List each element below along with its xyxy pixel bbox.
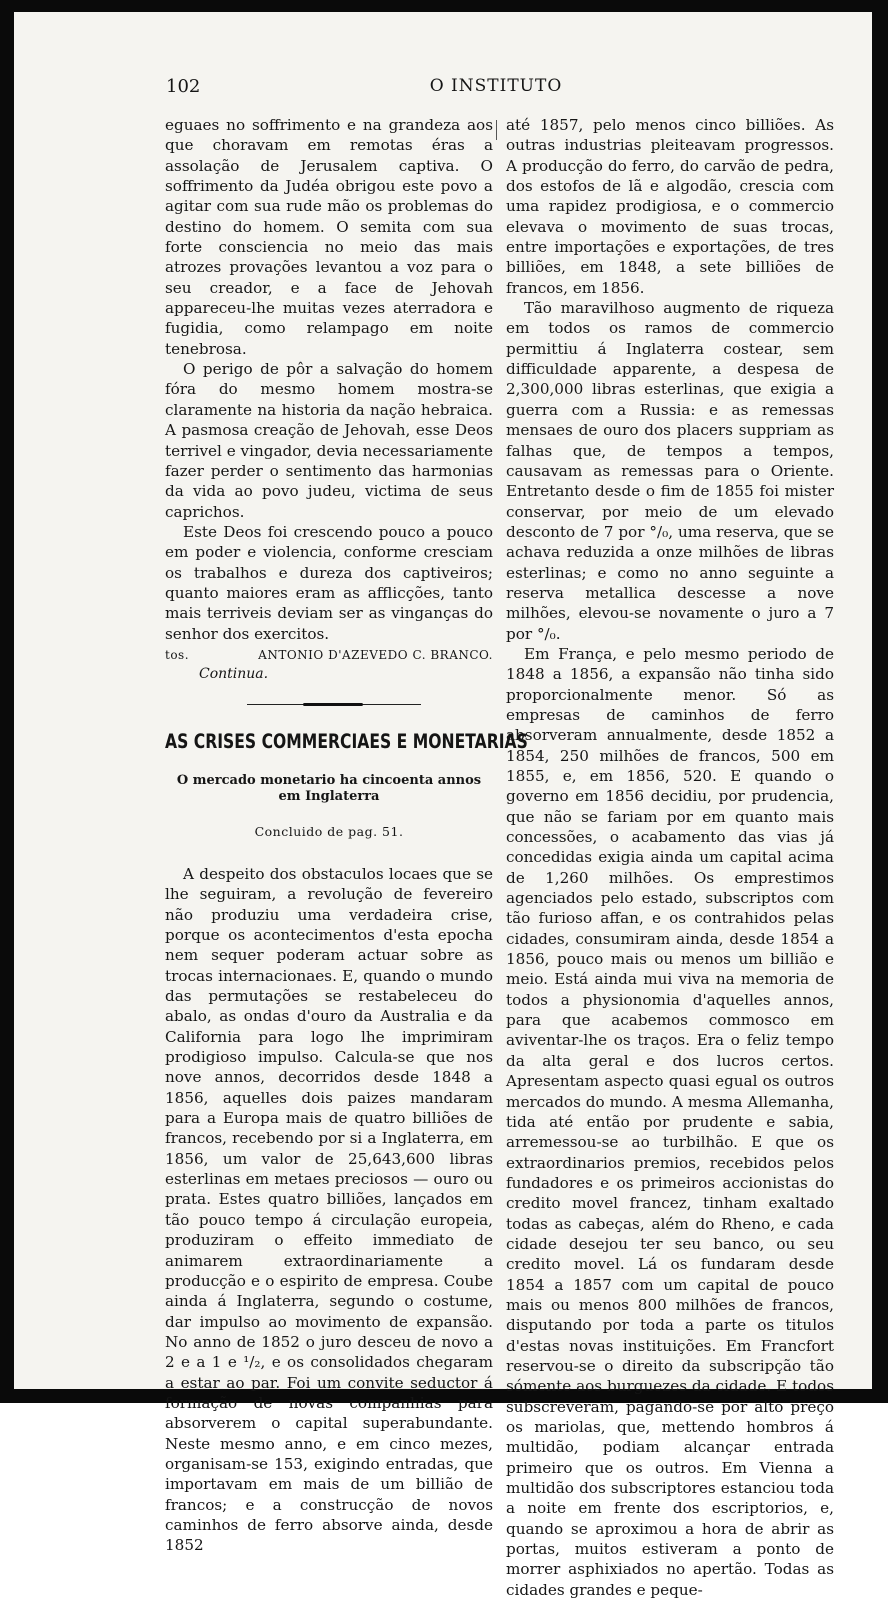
paragraph: Tão maravilhoso augmento de riqueza em todos os ramos de commercio permittiu á Inglaterra costear, sem difficuldade apparente, a despesa de 2,300,000 libras esterlinas, que exigia a guerra com a Russia: e as remessas mensaes de ouro dos placers suppriam as falhas que, de tempos a tempos, causavam as remessas para o Oriente. Entretanto desde o fim de 1855 foi mister conservar, por meio de um elevado desconto de 7 por °/₀, uma reserva, que se achava reduzida a onze milhões de libras esterlinas; e como no anno seguinte a reserva metallica descesse a nove milhões, elevou-se novamente o juro a 7 por °/₀. <box>506 299 834 643</box>
paragraph: eguaes no soffrimento e na grandeza aos que choravam em remotas éras a assolação de Jerusalem captiva. O soffrimento da Judéa obrigou este povo a agitar com sua rude mão os problemas do destino do homem. O semita com sua forte consciencia no meio das mais atrozes provações levantou a voz para o seu creador, e a face de Jehovah appareceu-lhe muitas vezes aterradora e fugidia, como relampago em noite tenebrosa. <box>165 116 493 358</box>
journal-title: O INSTITUTO <box>429 76 563 96</box>
scan-border-right <box>872 0 888 1403</box>
rule-ornament <box>303 703 363 706</box>
continua-note: Continua. <box>199 665 269 682</box>
paragraph: Em França, e pelo mesmo periodo de 1848 a 1856, a expansão não tinha sido proporcionalmente menor. Só as empresas de caminhos de ferro absorveram annualmente, desde 1852 a 1854, 250 milhões de francos, 500 em 1855, e, em 1856, 520. E quando o governo em 1856 decidiu, por prudencia, que não se fariam por em quanto mais concessões, o acabamento das vias já concedidas exigia ainda um capital acima de 1,260 milhões. Os emprestimos agenciados pelo estado, subscriptos com tão furioso affan, e os contrahidos pelas cidades, consumiram ainda, desde 1854 a 1856, pouco mais ou menos um billião e meio. Está ainda mui viva na memoria de todos a physionomia d'aquelles annos, para que acabemos commosco em aviventar-lhe os traços. Era o feliz tempo da alta geral e dos lucros certos. Apresentam aspecto quasi egual os outros mercados do mundo. A mesma Allemanha, tida até então por prudente e sabia, arremessou-se ao turbilhão. E que os extraordinarios premios, recebidos pelos fundadores e os primeiros accionistas do credito movel francez, tinham exaltado todas as cabeças, além do Rheno, e cada cidade desejou ter seu banco, ou seu credito movel. Lá os fundaram desde 1854 a 1857 com um capital de pouco mais ou menos 800 milhões de francos, disputando por toda a parte os titulos d'estas novas instituições. Em Francfort reservou-se o direito da subscripção tão sómente aos burguezes da cidade. E todos subscreveram, pagando-se por alto preço os mariolas, que, mettendo hombros á multidão, podiam alcançar entrada primeiro que os outros. Em Vienna a multidão dos subscriptores estanciou toda a noite em frente dos escriptorios, e, quando se aproximou a hora de abrir as portas, muitos estiveram a ponto de morrer asphixiados no apertão. Todas as cidades grandes e peque- <box>506 644 834 1599</box>
paragraph <box>165 864 493 1556</box>
section-title: AS CRISES COMMERCIAES E MONETARIAS <box>165 730 528 754</box>
paragraph: O perigo de pôr a salvação do homem fóra do mesmo homem mostra-se claramente na historia da nação hebraica. A pasmosa creação de Jehovah, esse Deos terrivel e vingador, devia necessariamente fazer perder o sentimento das harmonias da vida ao povo judeu, victima de seus caprichos. <box>165 360 494 521</box>
scan-border-top <box>0 0 888 12</box>
column-divider <box>496 120 497 140</box>
section-rule <box>247 702 421 706</box>
article-subtitle: O mercado monetario ha cincoenta annos em Inglaterra <box>176 772 482 804</box>
scan-border-left <box>0 0 14 1403</box>
paragraph: Este Deos foi crescendo pouco a pouco em poder e violencia, conforme cresciam os trabalhos e dureza dos captiveiros; quanto maiores eram as afflicções, tanto mais terriveis deviam ser as vinganças do senhor dos exercitos. <box>165 522 493 643</box>
right-column <box>506 115 834 1600</box>
paragraph-end: tos. <box>165 647 190 662</box>
page-number: 102 <box>166 76 201 97</box>
fraction: ¹/₂ <box>243 1353 261 1372</box>
paragraph-text: , e os consolidados chegaram a estar ao par. Foi um convite seductor á formação de novas companhias para absorverem o capital superabundante. Neste mesmo anno, e em cinco mezes, organisam-se 153, exigindo entradas, que importavam em mais de um billião de francos; e a construcção de novos caminhos de ferro absorve ainda, desde 1852 <box>165 1353 494 1555</box>
left-column <box>165 115 528 1556</box>
paragraph: até 1857, pelo menos cinco billiões. As outras industrias pleiteavam progressos. A producção do ferro, do carvão de pedra, dos estofos de lã e algodão, crescia com uma rapidez prodigiosa, e o commercio elevava o movimento de suas trocas, entre importações e exportações, de tres billiões, em 1848, a sete billiões de francos, em 1856. <box>506 116 834 297</box>
author-signature: ANTONIO D'AZEVEDO C. BRANCO. <box>258 647 493 662</box>
running-header <box>166 76 826 98</box>
paragraph-text: A despeito dos obstaculos locaes que se lhe seguiram, a revolução de fevereiro não produziu uma verdadeira crise, porque os acontecimentos d'esta epocha nem sequer poderam actuar sobre as trocas internacionaes. E, quando o mundo das permutações se restabeleceu do abalo, as ondas d'ouro da Australia e da California para logo lhe imprimiram prodigioso impulso. Calcula-se que nos nove annos, decorridos desde 1848 a 1856, aquelles dois paizes mandaram para a Europa mais de quatro billiões de francos, recebendo por si a Inglaterra, em 1856, um valor de 25,643,600 libras esterlinas em metaes preciosos — ouro ou prata. Estes quatro billiões, lançados em tão pouco tempo á circulação europeia, produziram o effeito immediato de animarem extraordinariamente a producção e o espirito de empresa. Coube ainda á Inglaterra, segundo o costume, dar impulso ao movimento de expansão. No anno de 1852 o juro desceu de novo a 2 e a 1 e <box>165 864 493 1372</box>
signature-line <box>165 646 493 664</box>
continuation-note: Concluido de pag. 51. <box>254 823 404 839</box>
